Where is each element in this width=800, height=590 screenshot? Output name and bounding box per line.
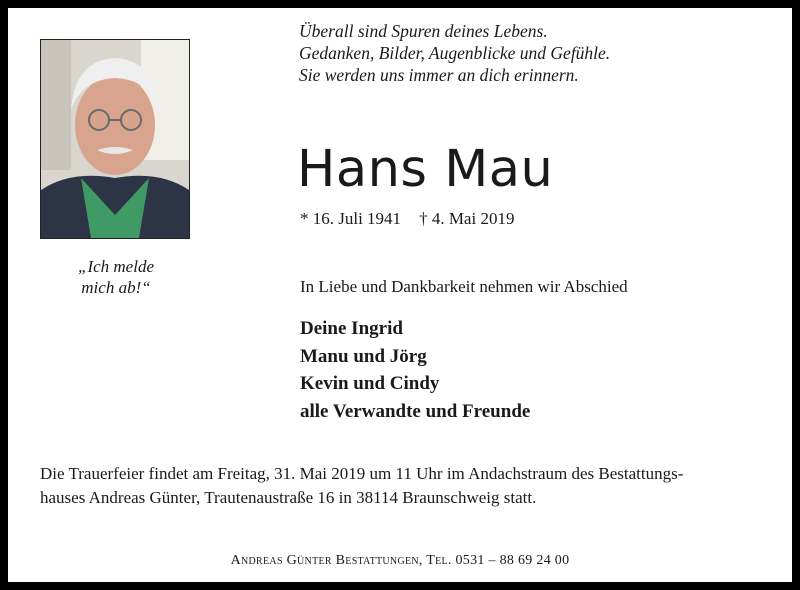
birth-date: * 16. Juli 1941 bbox=[300, 209, 402, 228]
mourner: Manu und Jörg bbox=[300, 345, 427, 367]
portrait-photo-icon bbox=[41, 40, 189, 238]
portrait-photo bbox=[40, 39, 190, 239]
farewell-text: In Liebe und Dankbarkeit nehmen wir Abschied bbox=[300, 277, 628, 296]
poem-line: Gedanken, Bilder, Augenblicke und Gefühle. bbox=[299, 43, 611, 63]
poem-line: Sie werden uns immer an dich erinnern. bbox=[299, 65, 579, 85]
quote bbox=[36, 256, 196, 298]
mourner: Deine Ingrid bbox=[300, 318, 403, 339]
life-dates bbox=[300, 209, 514, 229]
service-line: Die Trauerfeier findet am Freitag, 31. Mai 2019 um 11 Uhr im Andachstraum des Bestattungs- bbox=[40, 464, 684, 483]
mourner: alle Verwandte und Freunde bbox=[300, 400, 531, 422]
service-line: hauses Andreas Günter, Trautenaustraße 16 in 38114 Braunschweig statt. bbox=[40, 488, 537, 507]
death-date: † 4. Mai 2019 bbox=[419, 209, 515, 228]
mourners-list bbox=[300, 315, 530, 425]
service-info bbox=[40, 462, 770, 510]
quote-line: „Ich melde bbox=[77, 257, 154, 276]
poem-line: Überall sind Spuren deines Lebens. bbox=[299, 21, 548, 41]
quote-line: mich ab!“ bbox=[81, 278, 151, 297]
funeral-home-footer: Andreas Günter Bestattungen, Tel. 0531 – 88 69 24 00 bbox=[230, 553, 570, 568]
deceased-name: Hans Mau bbox=[297, 140, 554, 199]
obituary-notice bbox=[8, 8, 792, 582]
mourner: Kevin und Cindy bbox=[300, 373, 440, 394]
poem bbox=[299, 20, 769, 86]
